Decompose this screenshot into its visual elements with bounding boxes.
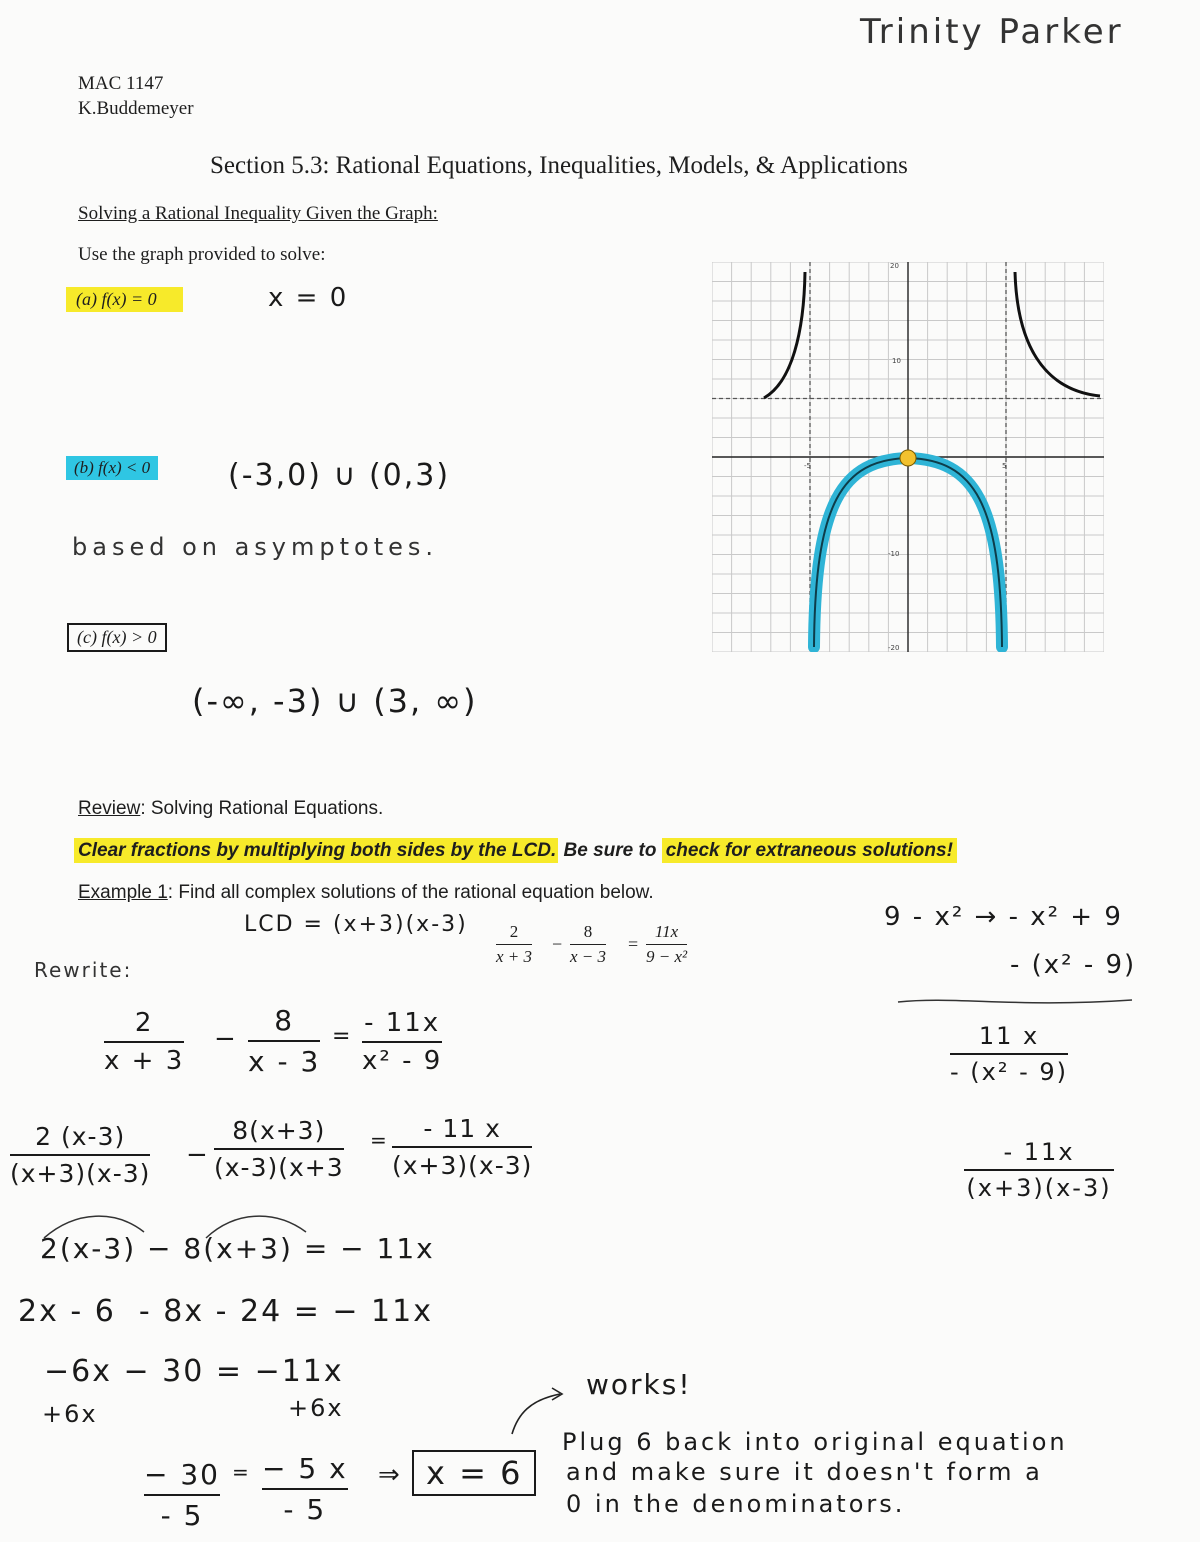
step6-frac-1 (144, 1458, 220, 1532)
step6-frac-2 (262, 1452, 348, 1526)
x-label-5: 5 (1002, 462, 1007, 470)
review-text: : Solving Rational Equations. (140, 798, 384, 819)
side-work-frac1-num: 11 x (978, 1022, 1040, 1050)
rewrite-n2: 8 (274, 1004, 295, 1037)
printed-frac-3 (646, 922, 687, 967)
printed-d3: 9 − x² (646, 947, 688, 966)
example1-label: Example 1 (78, 882, 168, 903)
rewrite-n3: - 11x (364, 1008, 441, 1038)
part1-instruction: Use the graph provided to solve: (78, 244, 326, 265)
question-c-label: (c) f(x) > 0 (67, 623, 167, 652)
answer-b-note: based on asymptotes. (72, 533, 439, 561)
side-work-line1: 9 - x² → - x² + 9 (884, 902, 1123, 932)
side-work-frac2-num: - 11x (1003, 1138, 1075, 1166)
review-label: Review (78, 798, 141, 819)
implies-arrow-icon: ⇒ (378, 1460, 402, 1490)
answer-b: (-3,0) ∪ (0,3) (228, 458, 451, 493)
answer-c: (-∞, -3) ∪ (3, ∞) (192, 682, 478, 720)
step2-frac-1 (10, 1122, 150, 1188)
step6-n2: − 5 x (262, 1452, 348, 1485)
x-label-neg5: -5 (804, 462, 811, 470)
function-graph (712, 262, 1104, 652)
step2-n1: 2 (x-3) (35, 1122, 126, 1151)
side-work-separator (896, 992, 1136, 1012)
example1-text: : Find all complex solutions of the rational equation below. (167, 882, 654, 903)
printed-frac-1 (496, 922, 532, 967)
y-label-neg10: -10 (888, 550, 900, 558)
step2-d2: (x-3)(x+3 (214, 1153, 344, 1182)
step5-equation: −6x − 30 = −11x (44, 1354, 344, 1389)
step6-d1: - 5 (160, 1499, 204, 1532)
rewrite-n1: 2 (134, 1008, 154, 1038)
printed-d2: x − 3 (570, 947, 607, 966)
step2-frac-2 (214, 1116, 344, 1182)
step3-equation: 2(x-3) − 8(x+3) = − 11x (40, 1232, 435, 1265)
step6-equals: = (232, 1460, 251, 1484)
printed-n2: 8 (583, 922, 593, 941)
step2-frac-3 (392, 1114, 532, 1180)
y-label-10: 10 (892, 357, 901, 365)
tip-be-sure: Be sure to (558, 840, 662, 861)
y-label-20: 20 (890, 262, 899, 270)
step5-add-left: +6x (42, 1400, 98, 1428)
rewrite-frac-3 (362, 1008, 442, 1076)
step4-equation: 2x - 6 - 8x - 24 = − 11x (18, 1294, 433, 1329)
step2-d3: (x+3)(x-3) (392, 1151, 533, 1180)
printed-d1: x + 3 (496, 947, 533, 966)
side-work-frac-1 (950, 1022, 1068, 1086)
side-work-frac1-den: - (x² - 9) (950, 1058, 1069, 1086)
student-name: Trinity Parker (860, 12, 1124, 52)
question-a-label: (a) f(x) = 0 (66, 287, 183, 312)
works-note: works! (586, 1368, 692, 1401)
answer-a: x = 0 (268, 283, 349, 313)
lcd-note: LCD = (x+3)(x-3) (244, 912, 468, 937)
rewrite-equals: = (332, 1024, 353, 1049)
printed-minus: − (552, 934, 563, 954)
review-heading (78, 798, 383, 820)
rewrite-d3: x² - 9 (362, 1046, 443, 1076)
step2-n3: - 11 x (423, 1114, 501, 1143)
part1-heading: Solving a Rational Inequality Given the Graph: (78, 203, 438, 224)
step2-n2: 8(x+3) (232, 1116, 326, 1145)
tip-extraneous: check for extraneous solutions! (662, 838, 957, 863)
y-label-neg20: -20 (888, 644, 900, 652)
check-note-line1: Plug 6 back into original equation (562, 1428, 1068, 1456)
tip-clear-fractions: Clear fractions by multiplying both sides by the LCD. (74, 838, 558, 863)
works-arrow-icon (506, 1380, 566, 1440)
question-b-label: (b) f(x) < 0 (66, 456, 158, 480)
side-work-frac2-den: (x+3)(x-3) (966, 1174, 1112, 1202)
example1-heading (78, 882, 654, 904)
step5-add-right: +6x (288, 1394, 344, 1422)
side-work-line2: - (x² - 9) (1010, 950, 1137, 980)
step2-d1: (x+3)(x-3) (10, 1159, 151, 1188)
section-title: Section 5.3: Rational Equations, Inequalities, Models, & Applications (210, 152, 908, 179)
rewrite-frac-2 (248, 1004, 320, 1078)
printed-frac-2 (570, 922, 606, 967)
zero-point (900, 450, 916, 466)
course-code: MAC 1147 (78, 73, 164, 94)
printed-equals: = (628, 934, 639, 954)
instructor-name: K.Buddemeyer (78, 98, 194, 119)
curve-right-branch (1015, 272, 1100, 396)
rewrite-d2: x - 3 (248, 1045, 321, 1078)
side-work-frac-2 (964, 1138, 1114, 1202)
review-tip (74, 840, 957, 862)
rewrite-label: Rewrite: (34, 958, 133, 982)
step2-equals: = (370, 1128, 389, 1152)
step2-minus: − (186, 1140, 210, 1170)
step6-d2: - 5 (283, 1493, 327, 1526)
check-note-line2: and make sure it doesn't form a (566, 1458, 1043, 1486)
final-solution: x = 6 (412, 1450, 536, 1496)
step6-n1: − 30 (144, 1458, 220, 1491)
check-note-line3: 0 in the denominators. (566, 1490, 906, 1518)
rewrite-d1: x + 3 (104, 1046, 185, 1076)
rewrite-frac-1 (104, 1008, 184, 1076)
printed-n3: 11x (654, 922, 679, 941)
rewrite-minus: − (214, 1024, 238, 1054)
printed-n1: 2 (509, 922, 519, 941)
